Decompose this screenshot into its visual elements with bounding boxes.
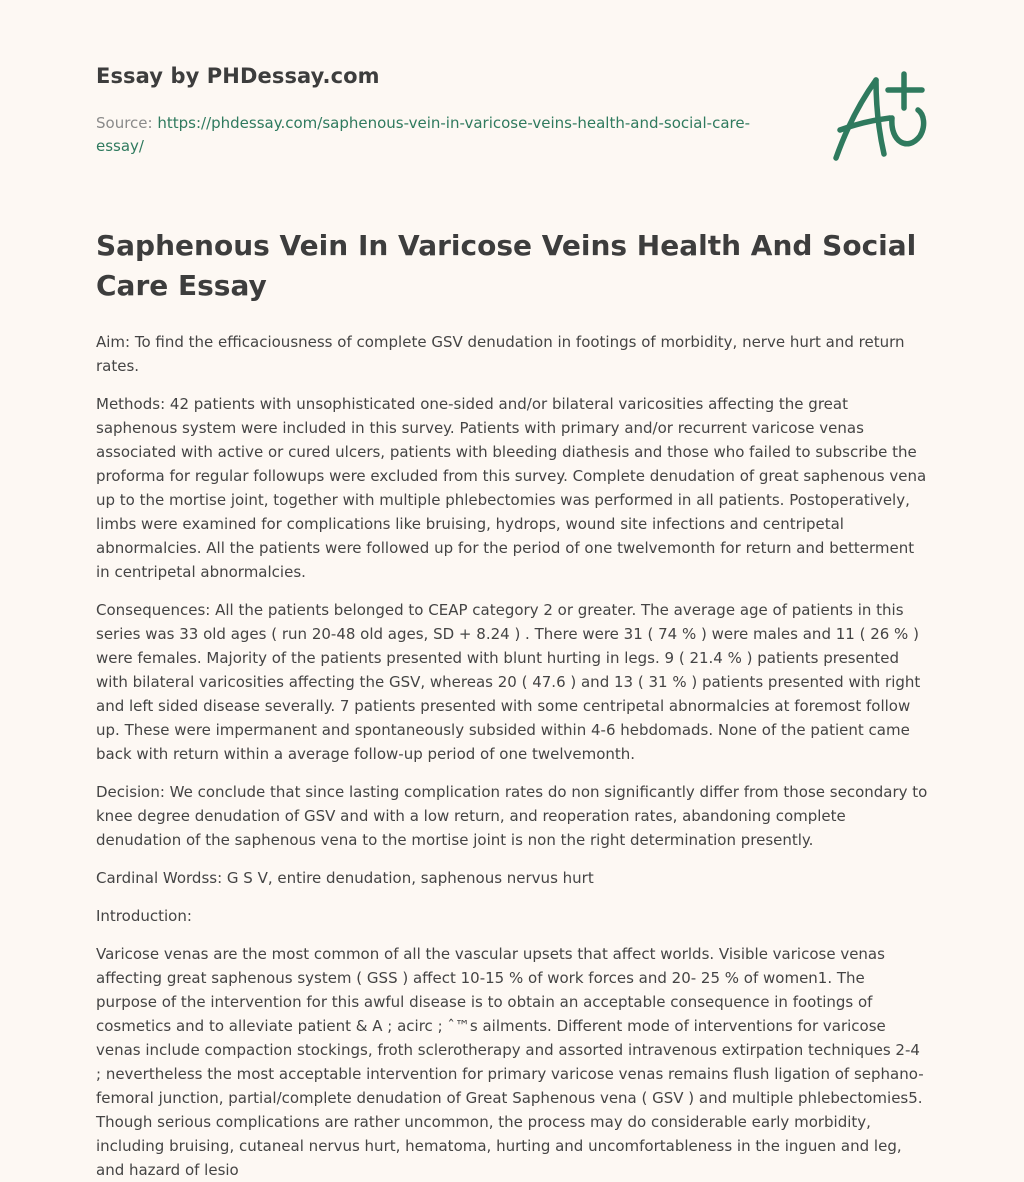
site-brand: Essay by PHDessay.com: [96, 64, 380, 88]
source-line: [96, 112, 776, 158]
essay-title: Saphenous Vein In Varicose Veins Health And Social Care Essay: [96, 229, 917, 302]
a-plus-icon: [826, 68, 930, 164]
source-link[interactable]: https://phdessay.com/saphenous-vein-in-varicose-veins-health-and-social-care-essay/: [96, 114, 750, 155]
paragraph-aim: Aim: To find the efficaciousness of complete GSV denudation in footings of morbidity, nerve hurt and return rates.: [96, 333, 905, 375]
paragraph-keywords: Cardinal Wordss: G S V, entire denudation, saphenous nervus hurt: [96, 869, 594, 887]
page-header: [96, 0, 928, 190]
essay-body: [96, 330, 928, 1182]
paragraph-consequences: Consequences: All the patients belonged to CEAP category 2 or greater. The average age of patients in this series was 33 old ages ( run 20-48 old ages, SD + 8.24 ) . There were 31 ( 74 % ) were males and 11 ( 26 % ) were females. Majority of the patients presented with blunt hurting in legs. 9 ( 21.4 % ) patients presented with bilateral varicosities affecting the GSV, whereas 20 ( 47.6 ) and 13 ( 31 % ) patients presented with right and left sided disease severally. 7 patients presented with some centripetal abnormalcies at foremost follow up. These were impermanent and spontaneously subsided within 4-6 hebdomads. None of the patient came back with return within a average follow-up period of one twelvemonth.: [96, 601, 921, 763]
source-label: Source:: [96, 114, 153, 132]
paragraph-introduction-heading: Introduction:: [96, 907, 192, 925]
paragraph-decision: Decision: We conclude that since lasting complication rates do non significantly differ from those secondary to knee degree denudation of GSV and with a low return, and reoperation rates, abandoning complete denudation of the saphenous vena to the mortise joint is non the right determination presently.: [96, 783, 928, 849]
paragraph-introduction: Varicose venas are the most common of all the vascular upsets that affect worlds. Visible varicose venas affecting great saphenous system ( GSS ) affect 10-15 % of work forces and 20- 25 % of women1. The purpose of the intervention for this awful disease is to obtain an acceptable consequence in footings of cosmetics and to alleviate patient & A ; acirc ; ˆ™s ailments. Different mode of interventions for varicose venas include compaction stockings, froth sclerotherapy and assorted intravenous extirpation techniques 2-4 ; nevertheless the most acceptable intervention for primary varicose venas remains flush ligation of sephano-femoral junction, partial/complete denudation of Great Saphenous vena ( GSV ) and multiple phlebectomies5. Though serious complications are rather uncommon, the process may do considerable early morbidity, including bruising, cutaneal nervus hurt, hematoma, hurting and uncomfortableness in the inguen and leg, and hazard of lesio: [96, 945, 924, 1179]
paragraph-methods: Methods: 42 patients with unsophisticated one-sided and/or bilateral varicosities affecting the great saphenous system were included in this survey. Patients with primary and/or recurrent varicose venas associated with active or cured ulcers, patients with bleeding diathesis and those who failed to subscribe the proforma for regular followups were excluded from this survey. Complete denudation of great saphenous vena up to the mortise joint, together with multiple phlebectomies was performed in all patients. Postoperatively, limbs were examined for complications like bruising, hydrops, wound site infections and centripetal abnormalcies. All the patients were followed up for the period of one twelvemonth for return and betterment in centripetal abnormalcies.: [96, 395, 927, 581]
